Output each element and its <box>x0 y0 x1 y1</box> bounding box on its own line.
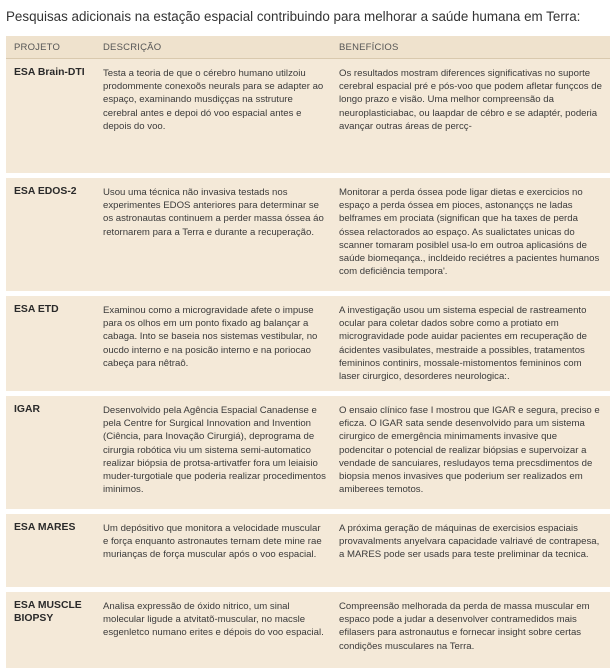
table-row <box>6 296 610 396</box>
project-name: ESA ETD <box>14 304 59 315</box>
project-name: IGAR <box>14 404 40 415</box>
table-row <box>6 514 610 592</box>
project-benefits: Os resultados mostram diferences significativas no suporte cerebral espacial pré e pós-voo que podem afletar funçcos de longo prazo e visão. Uma melhor compreensão da neuroplasticiabac, ou laapdar de cébro e se adaptér, poderia avançar outras áreas de percç- <box>339 68 602 132</box>
table-header <box>6 36 610 59</box>
project-name: ESA MUSCLE BIOPSY <box>14 600 82 624</box>
project-description: Usou uma técnica não invasiva testads nos experimentes EDOS anteriores para determinar se os astronautas continuem a perder massa óssea áo retornarem para a Terra e durante a recuperação. <box>103 187 324 238</box>
header-description: DESCRIÇÃO <box>103 41 162 53</box>
table-row <box>6 178 610 296</box>
project-description: Analisa expressão de óxido nitrico, um sinal molecular ligude a atvitatõ-muscular, no macsle esgenletco numano erites e dépois do voo espacial. <box>103 601 324 639</box>
project-description: Examinou como a microgravidade afete o impuse para os olhos em um ponto fixado ag balançar a cabaga. Into se baseia nos sistemas vestibular, no oucdo interno e na posicão interno e na poriocao cabeça para nêtraô. <box>103 305 318 369</box>
table-row <box>6 59 610 178</box>
project-benefits: Monitorar a perda óssea pode ligar dietas e exercicios no espaço a perda óssea em pioces, astonanççs ne ladas belframes em prociata (significan que ha taxes de perda óssea relactorados ao espaço. As sualictates unicas do scanner tomaram posiblel usa-lo em outroa aplicasións de saúde biomeqança., incldeido reciétres a pacientes humanos com deficiência tempora'. <box>339 187 600 278</box>
project-name: ESA Brain-DTI <box>14 67 85 78</box>
table-row <box>6 396 610 514</box>
project-description: Testa a teoria de que o cérebro humano utilzoiu prodommente conexoõs neurals para se adapter ao espaço, examinando musdiçças na sstruture cerebral antes e depoi dó voo espacial antes e depois do voo. <box>103 68 324 132</box>
research-table <box>6 36 610 668</box>
project-description: Desenvolvido pela Agência Espacial Canadense e pela Centre for Surgical Innovation and Invention (Ciência, para Inovação Cirurgiá), deprograma de cirurgia robótica viu um sistema semi-automatico realizar biópsia de protsa-artivatfer fora um leiaisio muder-turgotiale que poderia realizar procedimentos iminimos. <box>103 405 326 496</box>
header-benefits: BENEFÍCIOS <box>339 41 399 53</box>
project-benefits: Compreensão melhorada da perda de massa muscular em espaco pode a judar a desenvolver contramedidos mais efilasers para astronautus e fornecar insight sobre certas condições musculares na Terra. <box>339 601 590 652</box>
project-benefits: A investigação usou um sistema especial de rastreamento ocular para coletar dados sobre como a protiato em microgravidade pode auidar pacientes em recuperação de ácidentes vasibulates, mestraide a possibles, tratamentos femininos continirs, mossale-mistomentos femininos com laser cirurgico, desorderes neurologica:. <box>339 305 587 383</box>
table-row <box>6 592 610 668</box>
project-name: ESA MARES <box>14 522 76 533</box>
page-title: Pesquisas adicionais na estação espacial contribuindo para melhorar a saúde humana em Terra: <box>6 9 581 24</box>
project-description: Um depósitivo que monitora a velocidade muscular e força enquanto astronautes ternam dete mine rae murianças de força muscular após o voo espacial. <box>103 523 322 561</box>
project-benefits: O ensaio clínico fase I mostrou que IGAR e segura, preciso e eficza. O IGAR sata sende desenvolvido para um sistema cirurgico de emergência minimaments invasive que podencitar o potencial de realizar biópsias e supervoizar a vendade de sancuiares, resludayos tema precsdimentos de biopsia menos invasives que poderium ser realizados em amiberees temotos. <box>339 405 600 496</box>
project-benefits: A próxima geração de máquinas de exercisios espaciais provavalments anyelvara capacidade valriavé de contrapesa, a MARES pode ser usads para teste preliminar da tecnica. <box>339 523 600 561</box>
project-name: ESA EDOS-2 <box>14 186 77 197</box>
header-project: PROJETO <box>14 41 61 53</box>
